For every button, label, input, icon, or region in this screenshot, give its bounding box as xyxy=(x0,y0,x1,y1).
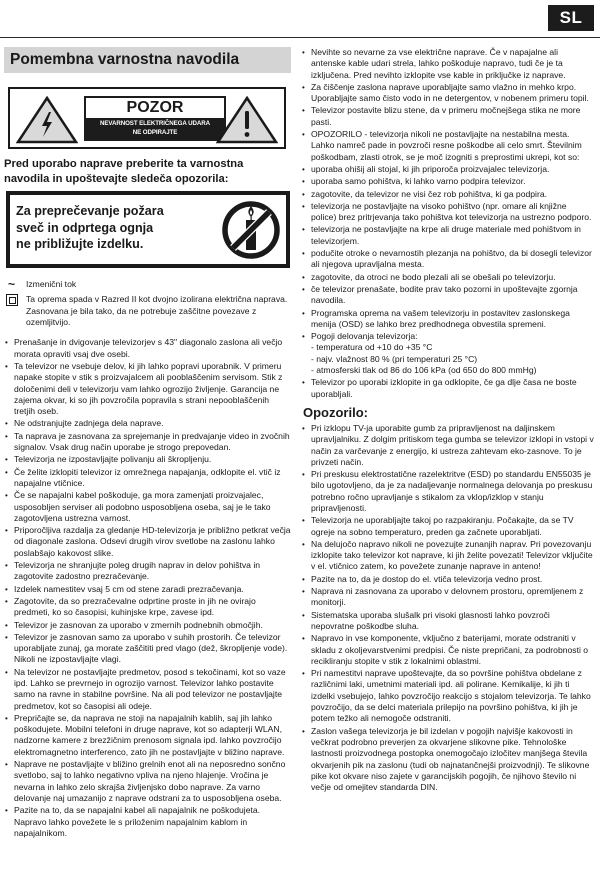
fire-warning-line-3: ne približujte izdelku. xyxy=(16,237,144,251)
list-item: • Televizor je zasnovan samo za uporabo v suhih prostorih. Če televizor uporabljate zunaj, ga morate zaščititi pred vlago (dež, škropljenje vode). Nikoli ne izpostavljajte vlagi. xyxy=(4,632,291,666)
symbol-description: Izmenični tok xyxy=(26,279,77,290)
list-item: • Naprava ni zasnovana za uporabo v delovnem prostoru, opremljenem z monitorji. xyxy=(301,586,594,609)
list-item: • televizorja ne postavljajte na krpe ali druge materiale med pohištvom in televizorjem. xyxy=(301,224,594,247)
list-item: • Na delujočo napravo nikoli ne povezujte zunanjih naprav. Pri povezovanju izklopite tako televizor kot naprave, ki jih želite povezati! Televizor vključite v el. vtičnico zatem, ko povežete zunanje naprave in anteno! xyxy=(301,539,594,573)
list-item: • uporaba ohišij ali stojal, ki jih priporoča proizvajalec televizorja. xyxy=(301,164,594,175)
caution-line-2: NE ODPIRAJTE xyxy=(132,129,178,136)
header-rule xyxy=(0,37,600,38)
list-item: • Televizor postavite blizu stene, da v primeru močnejšega stika ne more pasti. xyxy=(301,105,594,128)
symbol-row xyxy=(6,279,291,290)
conditions-intro: • Pogoji delovanja televizorja: xyxy=(311,331,418,342)
list-item: • Priporočljiva razdalja za gledanje HD-televizorja je približno petkrat večja od diagonale zaslona. Odsevi drugih virov svetlobe na zaslonu lahko poslabšajo kakovost slike. xyxy=(4,525,291,559)
list-item: • Napravo in vse komponente, vključno z baterijami, morate odstraniti v skladu z okoljevarstvenimi predpisi. Če niste prepričani, za podrobnosti o recikliranju stopite v stik z lokalnimi oblastmi. xyxy=(301,633,594,667)
list-item: • OPOZORILO - televizorja nikoli ne postavljajte na nestabilna mesta. Lahko namreč pade in povzroči resne poškodbe ali celo smrt. Številnim poškodbam, zlasti otrok, se je moč izogniti s preprostimi ukrepi, kot so: xyxy=(301,129,594,163)
list-item: • Če se napajalni kabel poškoduje, ga mora zamenjati proizvajalec, usposobljen serviser ali podobno usposobljena oseba, saj je le tako zagotovljena ustrezna varnost. xyxy=(4,490,291,524)
list-item: • Zaslon vašega televizorja je bil izdelan v pogojih najvišje kakovosti in večkrat podrobno preverjen za okvarjene slikovne pike. Tehnološke lastnosti proizvodnega postopka onemogočajo izločitev manjšega števila okvarjenih pik na zaslonu (tudi ob najnatančnejši proizvodnji). Te slikovne pike kot okvare niso zajete v garancijskih pogojih, če njihovo število ni večje od omejitev standarda DIN. xyxy=(301,726,594,794)
condition-pressure: - atmosferski tlak od 86 do 106 kPa (od 650 do 800 mmHg) xyxy=(311,365,537,376)
alternating-current-icon: ~ xyxy=(8,277,16,292)
list-item: • Pri namestitvi naprave upoštevajte, da so površine pohištva obdelane z različnimi laki, umetnimi materiali ipd. ali polirane. Kemikalije, ki jih ti izdelki vsebujejo, lahko povzročijo reakcijo s stojalom televizorja. Te lahko povzročijo, da se delci materiala prilepijo na površino pohištva, ki jih je potem težko ali nemogoče odstraniti. xyxy=(301,668,594,724)
list-item: • Programska oprema na vašem televizorju in postavitev zaslonskega menija (OSD) se lahko brez predhodnega obvestila spremeni. xyxy=(301,308,594,331)
caution-title: POZOR xyxy=(86,98,224,118)
list-item: • Prepričajte se, da naprava ne stoji na napajalnih kablih, saj jih lahko poškodujete. Mobilni telefoni in druge naprave, kot so adapterji WLAN, nadzorne kamere z brezžičnim prenosom signala ipd. lahko povzročijo elektromagnetno interferenco, zato jih ne postavljajte v bližino naprave. xyxy=(4,713,291,758)
list-item: • Televizorja ne uporabljajte takoj po razpakiranju. Počakajte, da se TV ogreje na sobno temperaturo, preden ga začnete uporabljati. xyxy=(301,515,594,538)
operating-conditions xyxy=(301,331,594,376)
fire-warning-line-2: sveč in odprtega ognja xyxy=(16,220,154,235)
list-item: • podučite otroke o nevarnostih plezanja na pohištvo, da bi dosegli televizor ali njegova upravljalna mesta. xyxy=(301,248,594,271)
list-item: • Ne odstranjujte zadnjega dela naprave. xyxy=(4,418,291,429)
condition-temperature: - temperatura od +10 do +35 °C xyxy=(311,342,433,353)
list-item: • Ta naprava je zasnovana za sprejemanje in predvajanje video in zvočnih signalov. Vsak drug način uporabe je strogo prepovedan. xyxy=(4,431,291,454)
safety-list-right xyxy=(301,47,594,400)
list-item: • Za čiščenje zaslona naprave uporabljajte samo vlažno in mehko krpo. Uporabljajte samo čisto vodo in ne detergentov, v nobenem primeru topil. xyxy=(301,82,594,105)
electric-shock-warning-icon xyxy=(16,96,78,144)
language-badge: SL xyxy=(548,5,594,31)
symbol-row xyxy=(6,294,291,328)
warning-list xyxy=(301,423,594,794)
list-item: • Ta televizor ne vsebuje delov, ki jih lahko popravi uporabnik. V primeru napake stopite v stik s proizvajalcem ali pooblaščenim servisom. Stik z določenimi deli v televizorju vam lahko ogrozijo življenje. Garancija ne zajema okvar, ki so jih povzročila popravila s strani nepooblaščenih tretjih oseb. xyxy=(4,361,291,417)
list-item: • Pri preskusu elektrostatične razelektritve (ESD) po standardu EN55035 je bilo ugotovljeno, da je za nadaljevanje normalnega delovanja po preskusu potrebno ročno upravljanje s stikalom za vklop/izklop v stanju pripravljenosti. xyxy=(301,469,594,514)
list-item: • Pri izklopu TV-ja uporabite gumb za pripravljenost na daljinskem upravljalniku. Z dolgim pritiskom tega gumba se televizor izklopi in vstopi v način za varčevanje z energijo, ki ustreza zahtevam eko-zasnove. To je privzeti način. xyxy=(301,423,594,468)
list-item: • zagotovite, da televizor ne visi čez rob pohištva, ki ga podpira. xyxy=(301,189,594,200)
list-item: • Nevihte so nevarne za vse električne naprave. Če v napajalne ali antenske kable udari strela, lahko poškoduje napravo, tudi če je ta izključena. Pred nevihto izklopite vse kable in priključke iz naprave. xyxy=(301,47,594,81)
symbol-description: Ta oprema spada v Razred II kot dvojno izolirana električna naprava. Zasnovana je bila tako, da ne potrebuje zaščitne povezave z ozemljitvijo. xyxy=(26,294,288,328)
fire-warning-box xyxy=(6,191,290,268)
list-item: • Sistematska uporaba slušalk pri visoki glasnosti lahko povzroči nepovratne poškodbe sluha. xyxy=(301,610,594,633)
list-item: • Zagotovite, da so prezračevalne odprtine proste in jih ne ovirajo predmeti, ko so časopisi, kuhinjske krpe, zavese ipd. xyxy=(4,596,291,619)
warning-heading: Opozorilo: xyxy=(303,404,368,420)
list-item: • Prenašanje in dvigovanje televizorjev s 43" diagonalo zaslona ali večjo morata opraviti vsaj dve osebi. xyxy=(4,337,291,360)
symbol-legend xyxy=(6,279,291,328)
lead-instruction: Pred uporabo naprave preberite ta varnostna navodila in upoštevajte sledeča opozorila: xyxy=(4,158,244,185)
condition-humidity: - najv. vlažnost 80 % (pri temperaturi 25 °C) xyxy=(311,353,478,364)
caution-panel xyxy=(84,96,226,141)
list-item: • Pazite na to, da se napajalni kabel ali napajalnik ne poškodujeta. Napravo lahko povežete le s priloženim napajalnim kablom in napajalnikom. xyxy=(4,805,291,839)
list-item: • če televizor prenašate, bodite prav tako pozorni in upoštevajte zgornja navodila. xyxy=(301,284,594,307)
caution-subtitle xyxy=(84,119,226,137)
list-item: • Televizor je zasnovan za uporabo v zmernih podnebnih območjih. xyxy=(4,620,291,631)
exclamation-warning-icon xyxy=(216,96,278,144)
list-item: • Na televizor ne postavljajte predmetov, posod s tekočinami, kot so vaze ipd. Lahko se prevrnejo in ogrozijo varnost. Televizor lahko postavite samo na ravne in stabilne površine. Na ali pod televizor ne postavljajte predmetov, kot so časopisi ali odeje. xyxy=(4,667,291,712)
list-item: • Če želite izklopiti televizor iz omrežnega napajanja, odklopite el. vtič iz napajalne vtičnice. xyxy=(4,467,291,490)
list-item: • Pazite na to, da je dostop do el. vtiča televizorja vedno prost. xyxy=(301,574,594,585)
list-item: • Televizor po uporabi izklopite in ga odklopite, če ga dlje časa ne boste uporabljali. xyxy=(301,377,594,400)
caution-line-1: NEVARNOST ELEKTRIČNEGA UDARA xyxy=(100,120,210,127)
list-item: • Izdelek namestitev vsaj 5 cm od stene zaradi prezračevanja. xyxy=(4,584,291,595)
left-column xyxy=(4,47,291,840)
list-item: • Televizorja ne shranjujte poleg drugih naprav in delov pohištva in zagotovite zadostno prezračevanje. xyxy=(4,560,291,583)
fire-warning-line-1: Za preprečevanje požara xyxy=(16,204,164,219)
fire-warning-text xyxy=(16,203,164,252)
list-item: • Televizorja ne izpostavljajte polivanju ali škropljenju. xyxy=(4,454,291,465)
caution-label xyxy=(8,87,286,149)
safety-list-left xyxy=(4,337,291,839)
right-column xyxy=(301,47,594,794)
list-item: • zagotovite, da otroci ne bodo plezali ali se obešali po televizorju. xyxy=(301,272,594,283)
list-item: • uporaba samo pohištva, ki lahko varno podpira televizor. xyxy=(301,176,594,187)
list-item: • televizorja ne postavljajte na visoko pohištvo (npr. omare ali knjižne police) brez pritrjevanja tako pohištva kot televizorja na ustrezno podporo. xyxy=(301,201,594,224)
class-ii-double-insulation-icon xyxy=(6,294,18,306)
list-item: • Naprave ne postavljajte v bližino grelnih enot ali na neposredno sončno svetlobo, saj to lahko negativno vpliva na njeno hlajenje. Vročina je nevarna in lahko zelo skrajša življenjsko dobo naprave. Za varno delovanje naj umazanijo z naprave odstrani za to usposobljena oseba. xyxy=(4,759,291,804)
section-title-bar xyxy=(4,47,291,73)
column-divider xyxy=(296,44,297,864)
page-title: Pomembna varnostna navodila xyxy=(10,51,240,68)
no-candle-icon xyxy=(220,199,282,261)
